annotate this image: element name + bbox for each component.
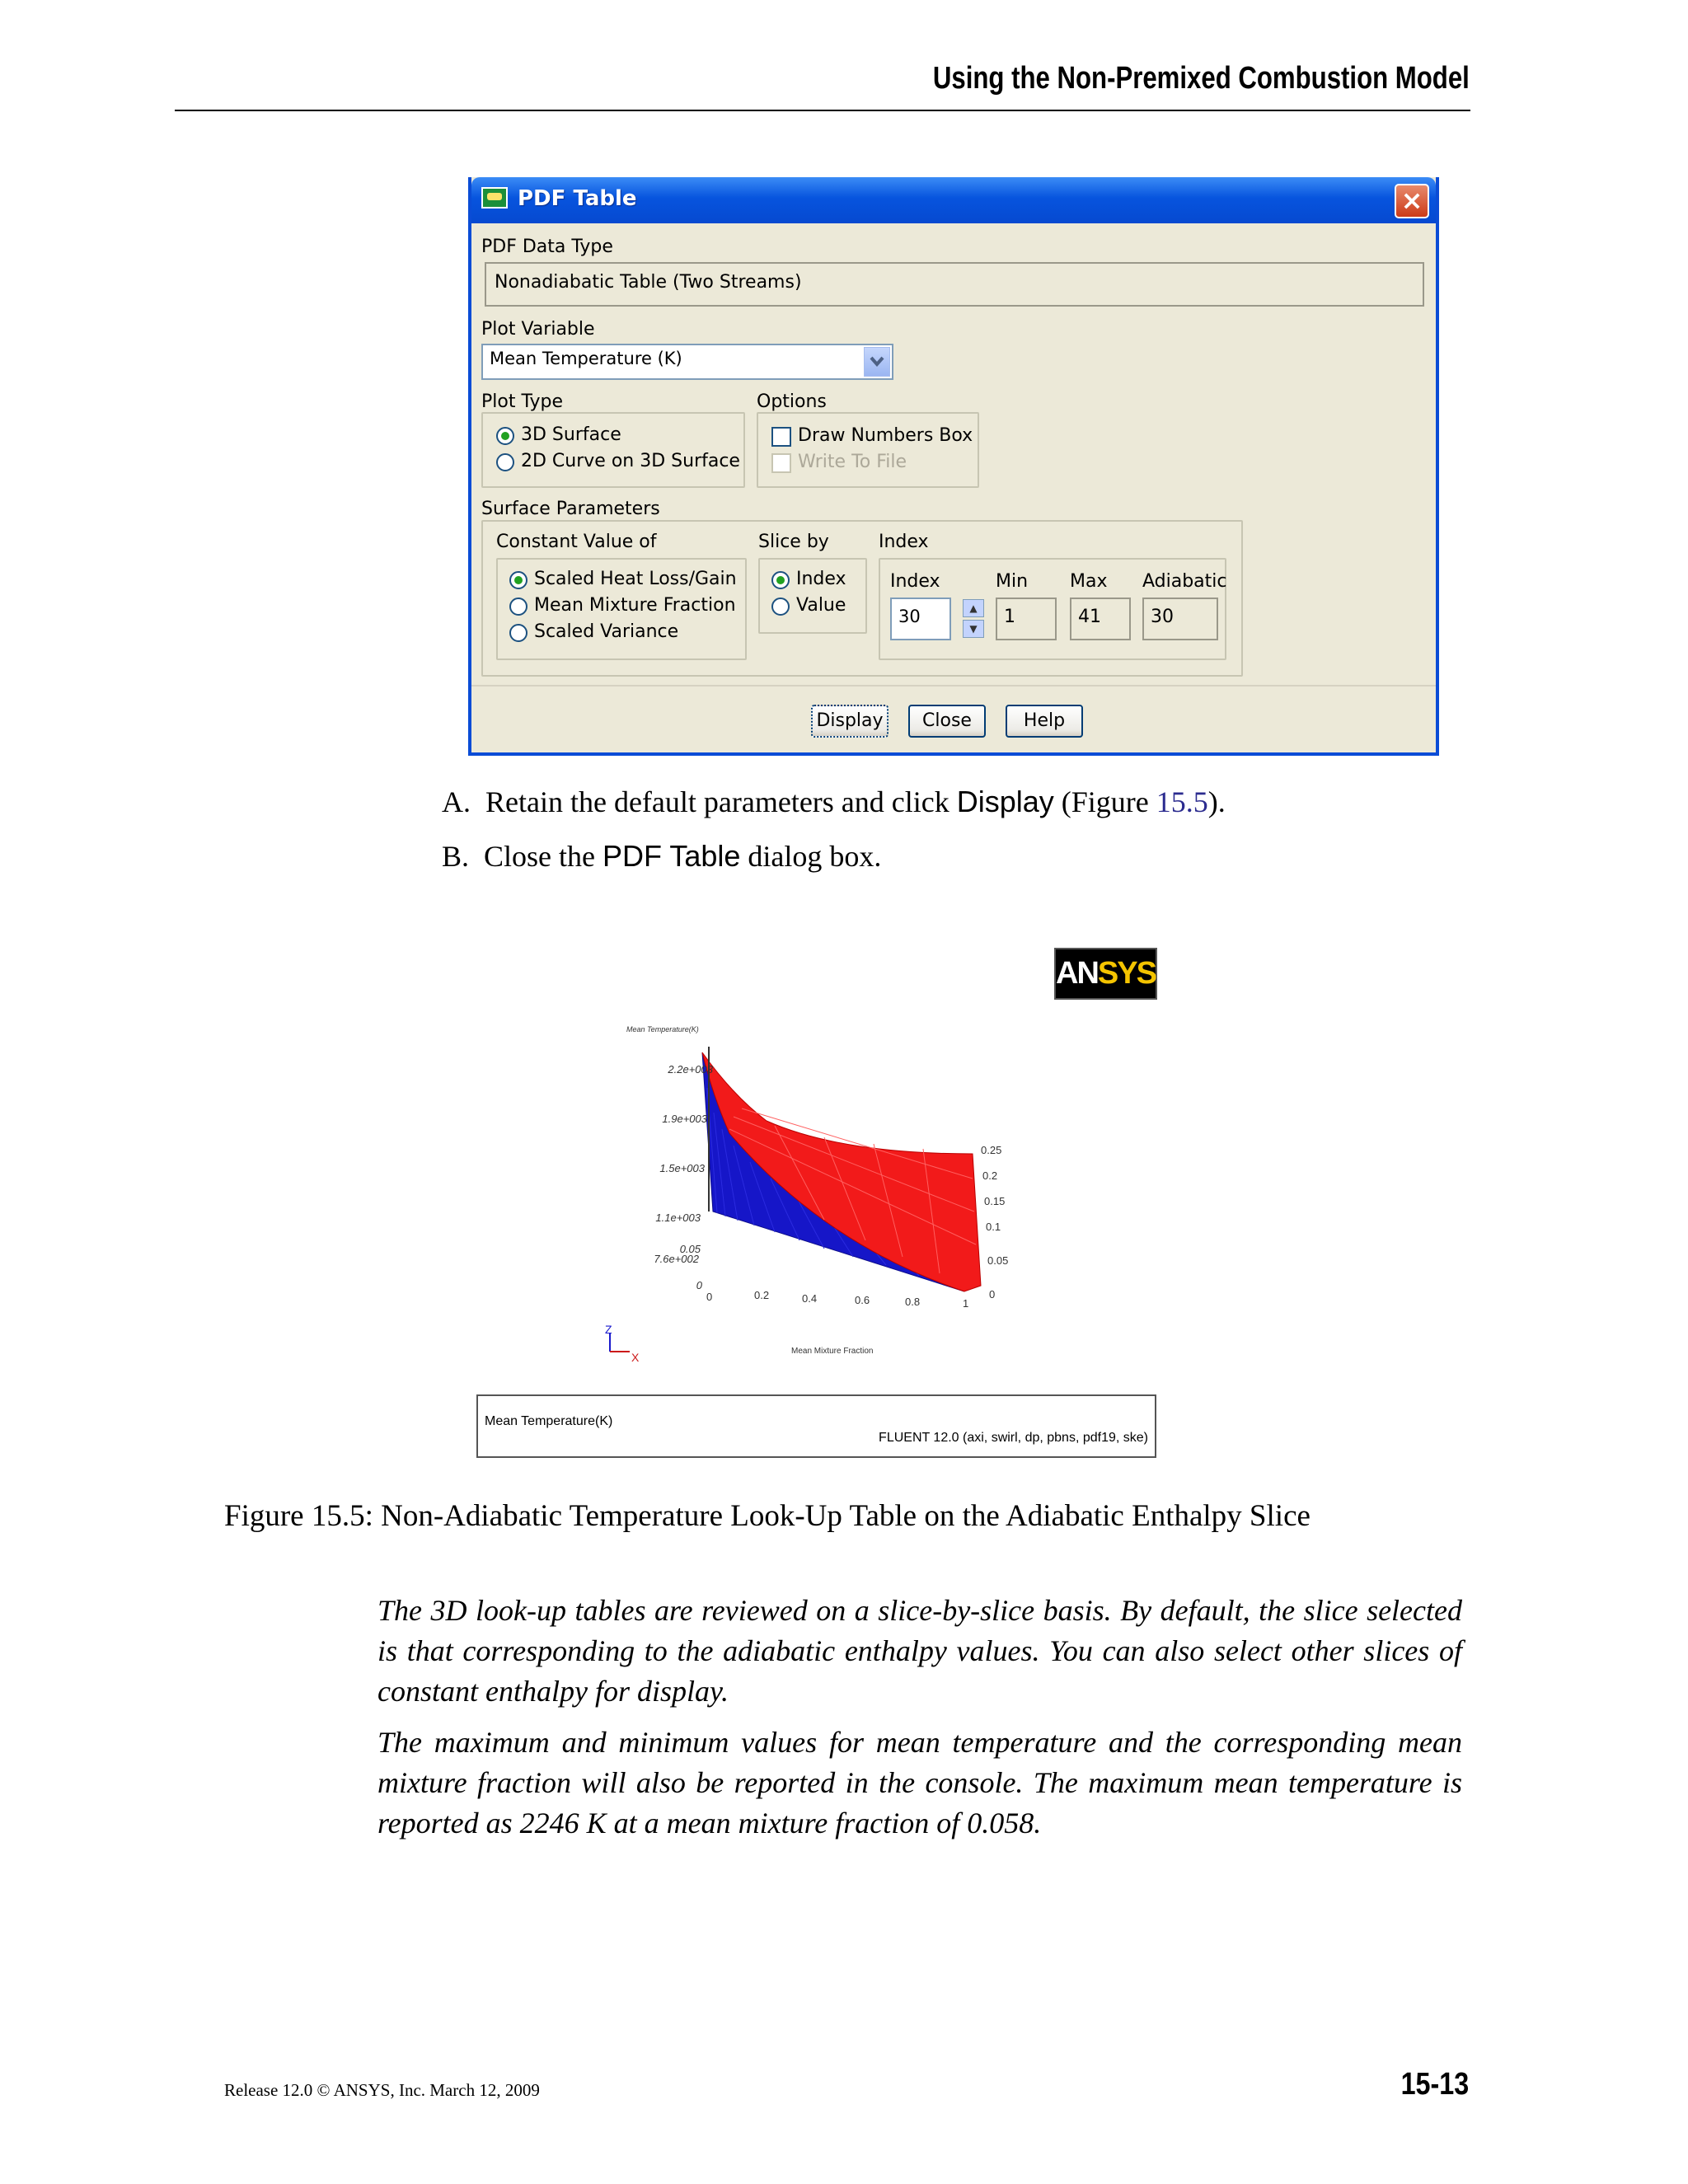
adiabatic-label: Adiabatic	[1142, 571, 1227, 592]
options-group	[757, 412, 979, 488]
options-label: Options	[757, 391, 827, 412]
close-icon: ×	[1400, 185, 1423, 216]
z-tick: 7.6e+002	[654, 1253, 699, 1265]
page-number: 15-13	[1400, 2067, 1469, 2102]
z-tick: 1.5e+003	[659, 1162, 705, 1174]
surface-parameters-group	[481, 520, 1243, 677]
plot-variable-value: Mean Temperature (K)	[490, 349, 682, 368]
step-a	[442, 785, 1226, 819]
dropdown-button[interactable]	[864, 347, 890, 377]
radio-3d-surface[interactable]	[496, 427, 514, 445]
min-label: Min	[996, 571, 1029, 592]
figure-caption: Figure 15.5: Non-Adiabatic Temperature Look-Up Table on the Adiabatic Enthalpy Slice	[224, 1499, 1311, 1533]
display-button[interactable]: Display	[811, 705, 889, 738]
write-to-file-label: Write To File	[798, 452, 907, 472]
slice-by-group	[758, 558, 867, 634]
radio-mean-mixture-fraction-label: Mean Mixture Fraction	[534, 595, 736, 616]
radio-2d-curve[interactable]	[496, 453, 514, 471]
legend-solver-info: FLUENT 12.0 (axi, swirl, dp, pbns, pdf19, ske)	[879, 1431, 1148, 1445]
plot-variable-label: Plot Variable	[481, 319, 595, 340]
step-b-text: Close the	[484, 840, 595, 873]
step-b-end: dialog box.	[748, 840, 882, 873]
max-field: 41	[1070, 598, 1131, 640]
pdf-data-type-value: Nonadiabatic Table (Two Streams)	[495, 272, 802, 293]
v-tick: 0.05	[987, 1254, 1009, 1267]
x-tick: 0.2	[754, 1289, 770, 1301]
v-tick: 0.25	[981, 1144, 1002, 1156]
triad-x: X	[631, 1351, 640, 1364]
dialog-title: PDF Table	[518, 186, 637, 211]
x-axis-label: Mean Mixture Fraction	[791, 1347, 874, 1356]
footer-release: Release 12.0 © ANSYS, Inc. March 12, 2009	[224, 2080, 540, 2100]
radio-slice-value-label: Value	[796, 595, 846, 616]
x-tick: 0.8	[905, 1296, 921, 1308]
z-tick: 0.05	[679, 1243, 701, 1255]
radio-3d-surface-label: 3D Surface	[521, 424, 621, 445]
radio-scaled-variance-label: Scaled Variance	[534, 621, 679, 642]
legend-variable: Mean Temperature(K)	[485, 1414, 613, 1428]
write-to-file-checkbox	[771, 453, 791, 473]
radio-slice-index[interactable]	[771, 571, 790, 589]
z-tick: 1.1e+003	[655, 1212, 701, 1224]
v-tick: 0	[989, 1288, 996, 1301]
step-a-ui: Display	[956, 785, 1054, 818]
ansys-logo: ANSYS	[1054, 948, 1157, 1000]
radio-2d-curve-label: 2D Curve on 3D Surface	[521, 451, 740, 471]
pdf-table-dialog	[468, 177, 1439, 756]
plot-type-label: Plot Type	[481, 391, 563, 412]
draw-numbers-box-label: Draw Numbers Box	[798, 425, 973, 446]
v-tick: 0.2	[982, 1169, 998, 1182]
step-a-text: Retain the default parameters and click	[485, 785, 950, 818]
adiabatic-field: 30	[1142, 598, 1218, 640]
index-decrement-button[interactable]	[963, 620, 984, 638]
help-button[interactable]: Help	[1006, 705, 1083, 738]
step-b-marker: B.	[442, 840, 470, 873]
step-a-mid: (Figure	[1061, 785, 1149, 818]
axis-triad	[605, 1323, 640, 1364]
radio-slice-index-label: Index	[796, 569, 846, 589]
radio-slice-value[interactable]	[771, 598, 790, 616]
plot-variable-dropdown[interactable]	[481, 344, 893, 380]
x-tick: 0	[706, 1291, 713, 1303]
note-paragraph-1: The 3D look-up tables are reviewed on a slice-by-slice basis. By default, the slice selected is that corresponding to the adiabatic enthalpy values. You can also select other slices of constant enthalpy for display.	[377, 1594, 1462, 1708]
v-tick: 0.15	[984, 1195, 1006, 1207]
note-paragraph-2: The maximum and minimum values for mean temperature and the corresponding mean mixture fraction will also be reported in the console. The maximum mean temperature is reported as 2246 K at a mean mixture fraction of 0.058.	[377, 1726, 1462, 1840]
slice-by-label: Slice by	[758, 532, 829, 552]
surface-plot	[577, 1014, 1203, 1393]
header-rule	[175, 110, 1470, 111]
radio-scaled-heat-loss-label: Scaled Heat Loss/Gain	[534, 569, 737, 589]
z-axis-label: Mean Temperature(K)	[626, 1025, 699, 1033]
step-a-marker: A.	[442, 785, 471, 818]
x-tick: 0.6	[855, 1294, 870, 1306]
constant-value-group	[496, 558, 747, 660]
index-group-label: Index	[879, 532, 929, 552]
pdf-data-type-label: PDF Data Type	[481, 237, 613, 257]
draw-numbers-box-checkbox[interactable]	[771, 427, 791, 447]
step-a-end: ).	[1207, 785, 1226, 818]
index-group	[879, 558, 1226, 660]
arrow-down-icon: ▼	[969, 623, 978, 635]
close-button[interactable]: Close	[908, 705, 986, 738]
button-divider	[471, 685, 1436, 687]
min-field: 1	[996, 598, 1057, 640]
close-window-button[interactable]	[1395, 184, 1429, 218]
surface-parameters-label: Surface Parameters	[481, 499, 660, 519]
plot-type-group	[481, 412, 745, 488]
pdf-data-type-field	[485, 262, 1424, 307]
running-header-title: Using the Non-Premixed Combustion Model	[933, 61, 1470, 96]
z-tick: 0	[696, 1279, 702, 1291]
arrow-up-icon: ▲	[969, 602, 978, 614]
radio-scaled-variance[interactable]	[509, 624, 528, 642]
index-label: Index	[890, 571, 940, 592]
max-label: Max	[1070, 571, 1108, 592]
step-b	[442, 839, 881, 874]
plot-legend-box	[476, 1394, 1156, 1458]
radio-scaled-heat-loss[interactable]	[509, 571, 528, 589]
z-tick: 1.9e+003	[662, 1113, 707, 1125]
radio-mean-mixture-fraction[interactable]	[509, 598, 528, 616]
index-increment-button[interactable]	[963, 599, 984, 617]
step-b-ui: PDF Table	[603, 839, 741, 873]
x-tick: 1	[963, 1297, 969, 1310]
z-tick: 2.2e+003	[668, 1063, 713, 1076]
triad-z: Z	[605, 1323, 612, 1336]
chevron-down-icon	[865, 348, 889, 376]
x-tick: 0.4	[802, 1292, 818, 1305]
app-icon	[481, 187, 508, 209]
v-tick: 0.1	[986, 1221, 1001, 1233]
figure-ref-link[interactable]: 15.5	[1156, 785, 1208, 818]
index-input[interactable]: 30	[890, 598, 951, 640]
constant-value-label: Constant Value of	[496, 532, 657, 552]
